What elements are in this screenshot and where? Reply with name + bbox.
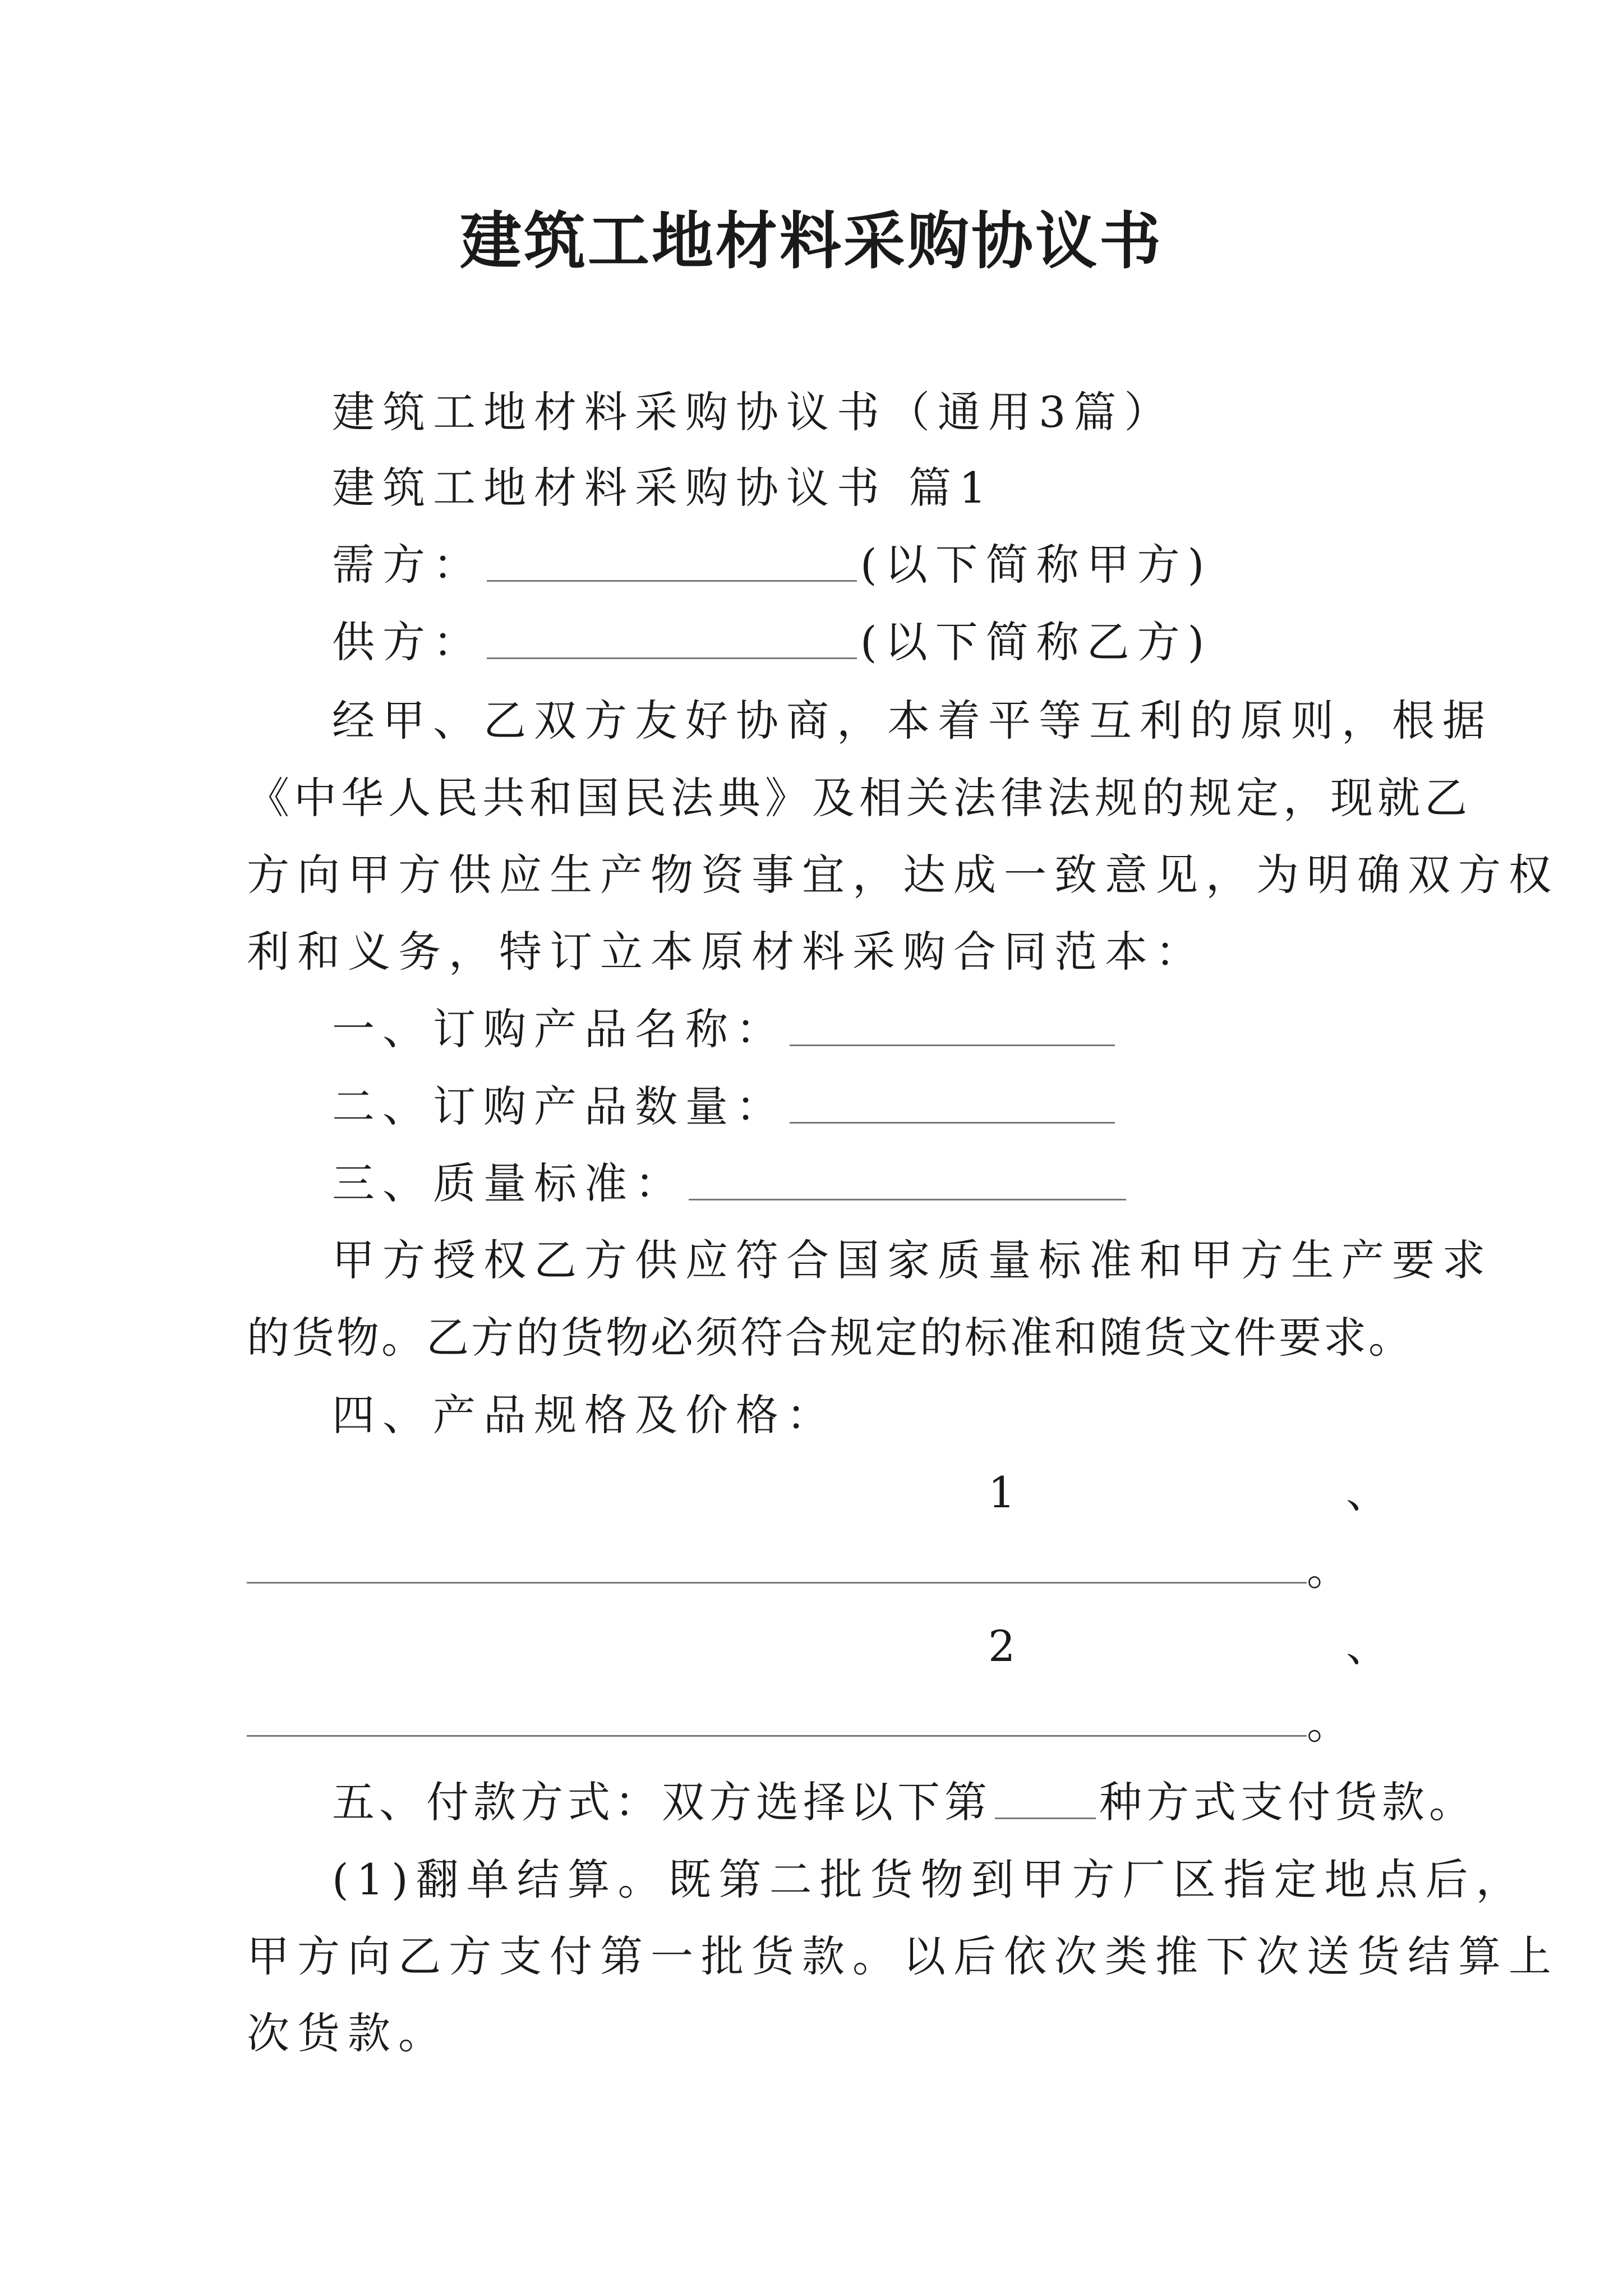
spec-1-end: 。 xyxy=(1307,1545,1349,1595)
item-1-line xyxy=(247,999,1391,1060)
item-2-blank xyxy=(790,1080,1115,1124)
intro-line-4: 利和义务，特订立本原材料采购合同范本： xyxy=(247,927,1206,977)
spec-1-separator: 、 xyxy=(1346,1467,1389,1517)
section-heading: 建筑工地材料采购协议书 篇1 xyxy=(332,463,994,513)
spec-1-number: 1 xyxy=(988,1467,1016,1517)
demand-party-line xyxy=(247,534,1391,596)
item-5-blank xyxy=(995,1776,1096,1819)
item-3-label: 三、质量标准： xyxy=(332,1158,685,1208)
intro-line-2: 《中华人民共和国民法典》及相关法律法规的规定，现就乙 xyxy=(247,773,1472,823)
spec-2-separator: 、 xyxy=(1346,1621,1389,1671)
demand-blank xyxy=(487,539,857,582)
demand-suffix: (以下简称甲方) xyxy=(860,540,1212,590)
demand-label: 需方： xyxy=(332,540,483,590)
spec-2-blank xyxy=(247,1735,1307,1737)
intro-line-1: 经甲、乙双方友好协商，本着平等互利的原则，根据 xyxy=(332,696,1493,746)
item-1-blank xyxy=(790,1003,1115,1046)
item-5-prefix: 五、付款方式：双方选择以下第 xyxy=(332,1777,992,1827)
payment-line-2: 甲方向乙方支付第一批货款。以后依次类推下次送货结算上 xyxy=(247,1931,1559,1981)
item-4-line: 四、产品规格及价格： xyxy=(332,1390,837,1440)
supply-party-line xyxy=(247,611,1391,673)
item-2-line xyxy=(247,1076,1391,1138)
payment-line-3: 次货款。 xyxy=(247,2008,449,2058)
quality-line-2: 的货物。乙方的货物必须符合规定的标准和随货文件要求。 xyxy=(247,1313,1413,1363)
item-3-line xyxy=(247,1153,1391,1214)
item-3-blank xyxy=(689,1157,1126,1200)
item-5-line xyxy=(247,1772,1476,1833)
spec-1-blank xyxy=(247,1582,1307,1584)
subtitle: 建筑工地材料采购协议书（通用3篇） xyxy=(332,387,1175,437)
document-title: 建筑工地材料采购协议书 xyxy=(460,205,1163,277)
spec-2-end: 。 xyxy=(1307,1699,1349,1749)
supply-suffix: (以下简称乙方) xyxy=(860,617,1212,667)
quality-line-1: 甲方授权乙方供应符合国家质量标准和甲方生产要求 xyxy=(332,1235,1493,1285)
item-1-label: 一、订购产品名称： xyxy=(332,1004,786,1054)
supply-label: 供方： xyxy=(332,617,483,667)
supply-blank xyxy=(487,616,857,659)
intro-line-3: 方向甲方供应生产物资事宜，达成一致意见，为明确双方权 xyxy=(247,850,1559,900)
item-2-label: 二、订购产品数量： xyxy=(332,1082,786,1131)
spec-2-number: 2 xyxy=(988,1621,1016,1671)
payment-line-1: (1)翻单结算。既第二批货物到甲方厂区指定地点后， xyxy=(332,1855,1527,1904)
item-5-suffix: 种方式支付货款。 xyxy=(1099,1777,1476,1827)
